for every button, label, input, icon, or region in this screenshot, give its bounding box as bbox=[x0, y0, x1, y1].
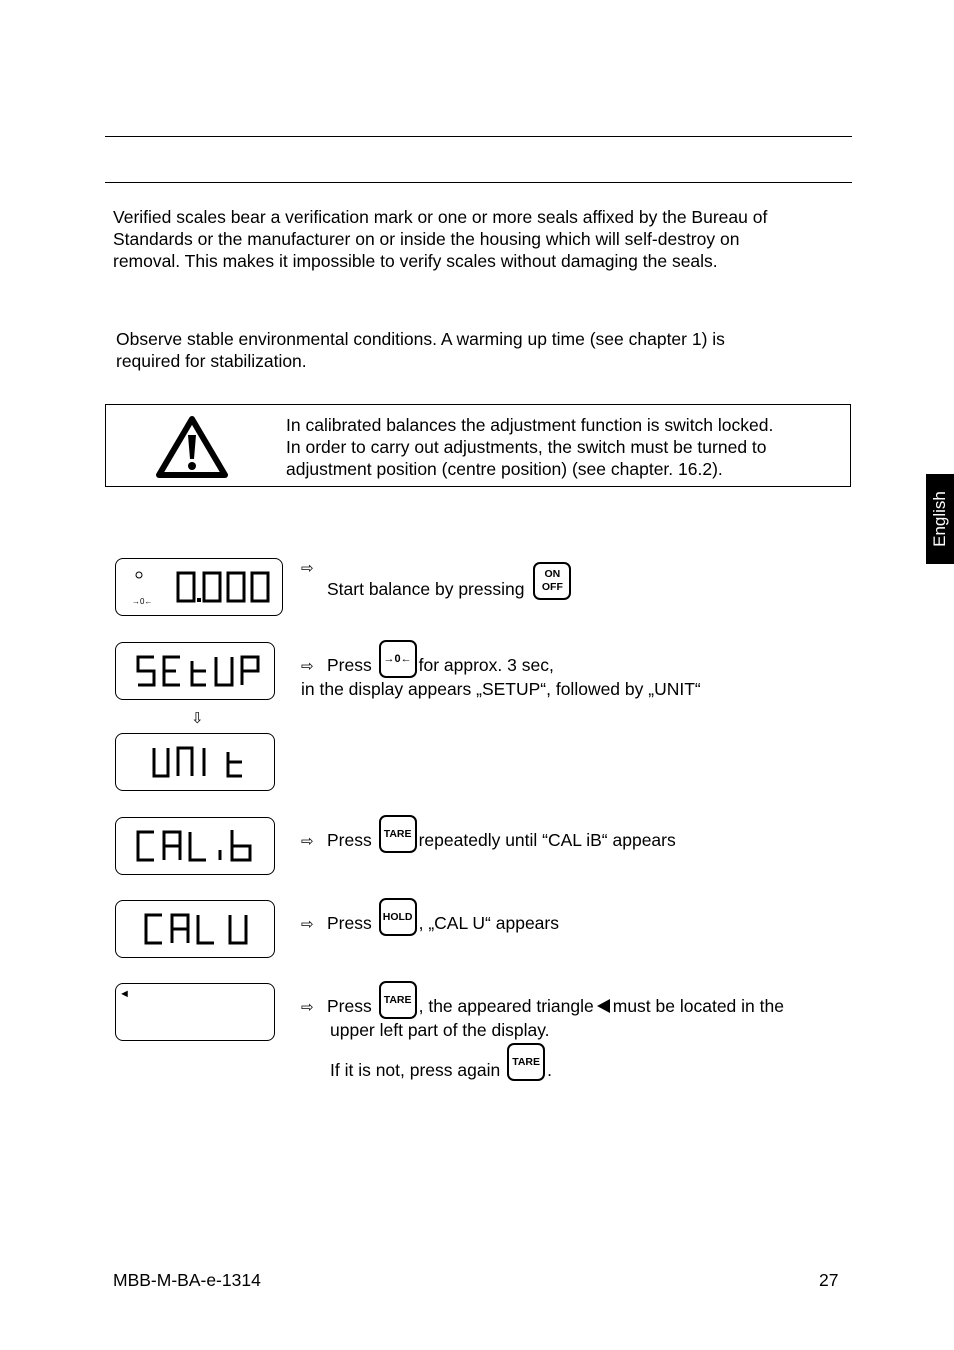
language-tab-label: English bbox=[930, 491, 949, 547]
step-text-before: Press bbox=[327, 830, 372, 850]
env-line: required for stabilization. bbox=[116, 351, 307, 371]
warning-box bbox=[105, 404, 851, 487]
tare-key-label: TARE bbox=[383, 994, 412, 1006]
intro-paragraph bbox=[113, 206, 767, 272]
step-press-tare-cal-ib bbox=[301, 815, 676, 853]
step-text-before: Press bbox=[327, 655, 372, 675]
warning-line: adjustment position (centre position) (see chapter. 16.2). bbox=[286, 459, 723, 479]
warning-line: In order to carry out adjustments, the switch must be turned to bbox=[286, 437, 767, 457]
display-segments bbox=[116, 901, 276, 959]
down-arrow-icon: ⇩ bbox=[191, 710, 204, 727]
display-segments bbox=[116, 818, 276, 876]
warning-triangle-icon bbox=[156, 415, 228, 479]
display-segments bbox=[116, 734, 276, 792]
environment-paragraph bbox=[116, 328, 725, 372]
step-press-hold bbox=[301, 898, 559, 936]
display-cal-ib bbox=[115, 817, 275, 875]
hold-key[interactable] bbox=[379, 898, 417, 936]
display-setup bbox=[115, 642, 275, 700]
intro-line: Standards or the manufacturer on or inside the housing which will self-destroy on bbox=[113, 229, 740, 249]
footer-page-number: 27 bbox=[819, 1270, 839, 1290]
warning-line: In calibrated balances the adjustment function is switch locked. bbox=[286, 415, 774, 435]
step-arrow: ⇨ bbox=[301, 658, 314, 675]
triangle-indicator: ◄ bbox=[119, 988, 130, 1000]
triangle-icon bbox=[597, 999, 610, 1013]
step-arrow: ⇨ bbox=[301, 999, 314, 1016]
zero-key[interactable] bbox=[379, 640, 417, 678]
display-segments bbox=[116, 643, 276, 701]
on-off-key[interactable] bbox=[533, 562, 571, 600]
display-cal-u bbox=[115, 900, 275, 958]
language-tab bbox=[926, 474, 954, 564]
env-line: Observe stable environmental conditions. A warming up time (see chapter 1) is bbox=[116, 329, 725, 349]
step-press-zero bbox=[301, 640, 701, 700]
warning-text bbox=[286, 414, 846, 480]
step-text-after: for approx. 3 sec, bbox=[418, 655, 554, 675]
step-arrow: ⇨ bbox=[301, 916, 314, 933]
step-text-line2: in the display appears „SETUP“, followed by „UNIT“ bbox=[301, 679, 701, 699]
on-key-label: ON bbox=[544, 568, 561, 580]
intro-line: removal. This makes it impossible to verify scales without damaging the seals. bbox=[113, 251, 718, 271]
step-text-line3-end: . bbox=[547, 1060, 552, 1080]
step-text-line2: upper left part of the display. bbox=[330, 1020, 550, 1040]
step-text-line3: If it is not, press again bbox=[330, 1060, 501, 1080]
step-text-before: Press bbox=[327, 913, 372, 933]
step-text-after-b: must be located in the bbox=[612, 996, 784, 1016]
footer-doc-id: MBB-M-BA-e-1314 bbox=[113, 1270, 261, 1290]
off-key-label: OFF bbox=[541, 581, 563, 593]
step-text-after: , „CAL U“ appears bbox=[418, 913, 559, 933]
zero-key-label: →0← bbox=[383, 653, 412, 665]
step-text-before: Press bbox=[327, 996, 372, 1016]
step-arrow: ⇨ bbox=[301, 833, 314, 850]
intro-line: Verified scales bear a verification mark or one or more seals affixed by the Bureau of bbox=[113, 207, 768, 227]
tare-key[interactable] bbox=[507, 1043, 545, 1081]
display-segments bbox=[116, 559, 284, 617]
step-start-balance bbox=[301, 556, 573, 600]
tare-key-label: TARE bbox=[383, 828, 412, 840]
step-arrow: ⇨ bbox=[301, 560, 314, 577]
display-zero-reading bbox=[115, 558, 283, 616]
step-text-after-a: , the appeared triangle bbox=[418, 996, 594, 1016]
tare-key[interactable] bbox=[379, 815, 417, 853]
step-text-after: repeatedly until “CAL iB“ appears bbox=[418, 830, 676, 850]
section-rule bbox=[105, 182, 852, 183]
step-text: Start balance by pressing bbox=[327, 579, 525, 599]
tare-key[interactable] bbox=[379, 981, 417, 1019]
step-press-tare-triangle bbox=[301, 981, 784, 1081]
top-rule bbox=[105, 136, 852, 137]
hold-key-label: HOLD bbox=[382, 911, 413, 923]
display-triangle bbox=[115, 983, 275, 1041]
zero-indicator: →0← bbox=[132, 597, 153, 606]
display-unit bbox=[115, 733, 275, 791]
tare-key-label: TARE bbox=[512, 1056, 541, 1068]
